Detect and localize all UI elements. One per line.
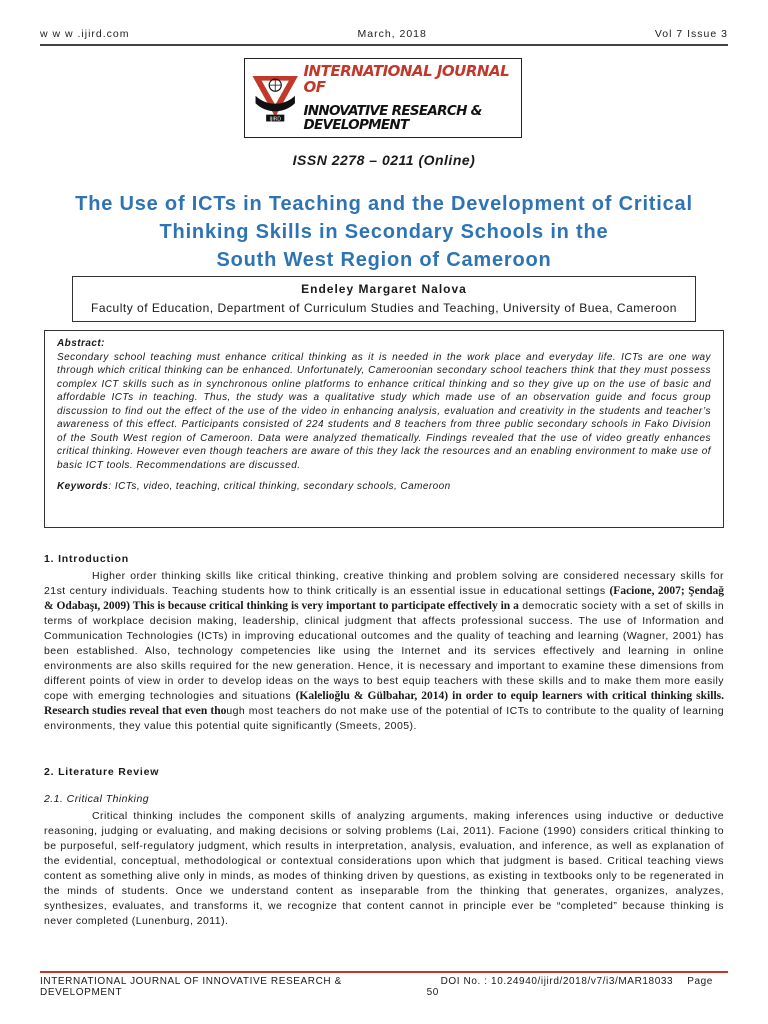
logo-wordmark <box>303 64 521 132</box>
logo-line-2: INNOVATIVE RESEARCH & DEVELOPMENT <box>303 102 482 133</box>
paper-title <box>40 190 728 274</box>
abstract-label: Abstract: <box>57 338 105 349</box>
journal-emblem-icon <box>251 65 299 131</box>
author-affiliation: Faculty of Education, Department of Curriculum Studies and Teaching, University of Buea, Cameroon <box>91 301 677 315</box>
intro-text-c: democratic society with a set of skills in terms of workplace decision making, leadership, clinical judgment that affects professional success. The use of Information and Communication Technologies (ICTs) in improving educational outcomes and the quality of teaching and learning (Wagner, 2001) has been established. Also, technology competencies like using the Internet and its services effectively and learning in online environments are also skills required for the new generation. Hence, it is necessary and important to examine these dimensions from different points of view in order to develop ideas on the ways to best equip teachers with these skills and to make them more easily cope with emerging technologies and situations <box>44 600 724 702</box>
footer-journal: INTERNATIONAL JOURNAL OF INNOVATIVE RESEARCH & DEVELOPMENT <box>40 976 342 998</box>
page-number: Page 50 <box>426 976 713 998</box>
header-rule <box>40 44 728 46</box>
introduction-section <box>44 552 724 734</box>
keywords <box>57 480 711 494</box>
lit-paragraph: Critical thinking includes the component skills of analyzing arguments, making inferences using inductive or deductive reasoning, judging or evaluating, and making decisions or solving problems (Lai, 2011). Facione (1990) considers critical thinking to be purposeful, self-regulatory judgment, which results in interpretation, analysis, evaluation, and inference, as well as explanation of the evidential, conceptual, methodological or contextual considerations upon which that judgment is based. Critical teaching views content as something alive only in minds, as modes of thinking driven by questions, as existing in textbooks only to be regenerated in the minds of students. Once we understand content as inseparable from the thinking that generates, organizes, analyzes, synthesizes, evaluates, and transforms it, we recognize that content cannot in principle ever be “completed” because thinking is never completed (Lunenburg, 2011). <box>44 810 724 927</box>
abstract-box <box>44 330 724 528</box>
volume-issue: Vol 7 Issue 3 <box>654 28 728 40</box>
title-line-1: The Use of ICTs in Teaching and the Development of Critical <box>75 193 693 215</box>
title-line-3: South West Region of Cameroon <box>216 249 552 271</box>
author-name: Endeley Margaret Nalova <box>301 282 467 296</box>
footer-right <box>427 976 728 998</box>
author-block <box>72 276 696 322</box>
abstract-text: Secondary school teaching must enhance critical thinking as it is needed in the work place and everyday life. ICTs are one way through which critical thinking can be enhanced. Unfortunately, Cameroonian secondary school teachers think that they must possess complex ICT skills such as in synchronous online platforms to enhance critical thinking and so they give up on the use of basic and affordable ICTs in teaching. Thus, the study was a qualitative study which made use of an observation guide and focus group discussion to find out the effect of the use of the video in enhancing analysis, evaluation and creativity in the students and teacher’s awareness of this effect. Participants consisted of 224 students and 8 teachers from three public secondary schools in Fako Division of the South West region of Cameroon. Data were analyzed thematically. Findings revealed that the use of video greatly enhances critical thinking. However even though teachers are aware of this they lack the resources and an enabling environment to make use of basic ICT tools. Recommendations are discussed. <box>57 351 711 471</box>
running-header <box>40 28 728 40</box>
issue-date: March, 2018 <box>357 28 427 40</box>
logo-line-1: INTERNATIONAL JOURNAL OF <box>303 62 510 96</box>
intro-citation-2: (Kalelioğlu & Gülbahar, 2014) in order to equip learners with critical thinking skills. Research studies reveal that even tho <box>44 690 724 717</box>
footer-rule <box>40 971 728 973</box>
keywords-list: : ICTs, video, teaching, critical thinking, secondary schools, Cameroon <box>108 481 451 492</box>
journal-website: w w w .ijird.com <box>40 28 130 40</box>
footer-doi: DOI No. : 10.24940/ijird/2018/v7/i3/MAR18033 <box>440 976 674 987</box>
intro-text-a: Higher order thinking skills like critical thinking, creative thinking and problem solving are considered necessary skills for 21st century individuals. Teaching students how to think critically is an essential issue in educational settings <box>44 570 724 597</box>
journal-logo <box>244 58 522 138</box>
issn: ISSN 2278 – 0211 (Online) <box>292 152 476 168</box>
running-footer <box>40 976 728 998</box>
intro-text-e: ugh most teachers do not make use of the potential of ICTs to contribute to the quality of learning environments, they value this potential quite significantly (Smeets, 2005). <box>44 705 724 732</box>
literature-review-section <box>44 765 724 929</box>
lit-subheading: 2.1. Critical Thinking <box>44 793 150 805</box>
keywords-label: Keywords <box>57 481 109 492</box>
intro-paragraph <box>44 569 724 734</box>
emblem-label: IJIRD <box>269 116 281 123</box>
intro-citation-1: (Facione, 2007; Şendağ & Odabaşı, 2009) This is because critical thinking is very important to participate effectively in a <box>44 585 724 612</box>
title-line-2: Thinking Skills in Secondary Schools in the <box>159 221 609 243</box>
intro-heading: 1. Introduction <box>44 553 129 565</box>
lit-heading: 2. Literature Review <box>44 766 160 778</box>
